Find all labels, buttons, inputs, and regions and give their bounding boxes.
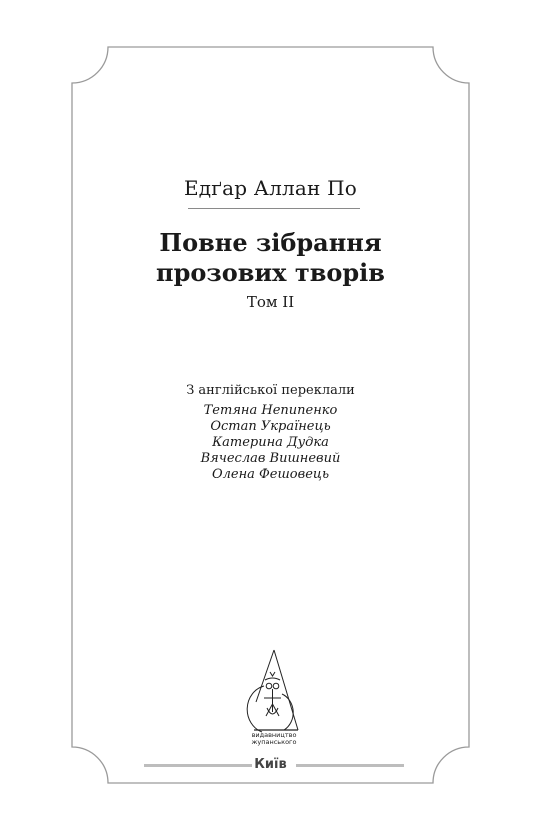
city-rule-right — [296, 764, 404, 767]
publisher-logo — [238, 646, 310, 746]
translator-name: Катерина Дудка — [212, 435, 329, 450]
logo-text-line-2: жупанського — [251, 738, 297, 746]
publisher-city: Київ — [254, 757, 287, 772]
translator-name: Олена Фешовець — [211, 467, 330, 482]
book-title-line-2: прозових творів — [156, 258, 385, 287]
translated-by-label: З англійської переклали — [186, 383, 355, 398]
translator-name: Тетяна Непипенко — [203, 403, 338, 418]
book-title-line-1: Повне зібрання — [159, 228, 382, 257]
author-name: Едґар Аллан По — [183, 176, 358, 200]
translator-name: Вячеслав Вишневий — [200, 451, 341, 466]
author-underline — [188, 208, 360, 209]
logo-text-line-1: видавництво — [251, 731, 297, 739]
translator-name: Остап Українець — [210, 419, 331, 434]
volume-number: Том ІІ — [246, 293, 295, 311]
